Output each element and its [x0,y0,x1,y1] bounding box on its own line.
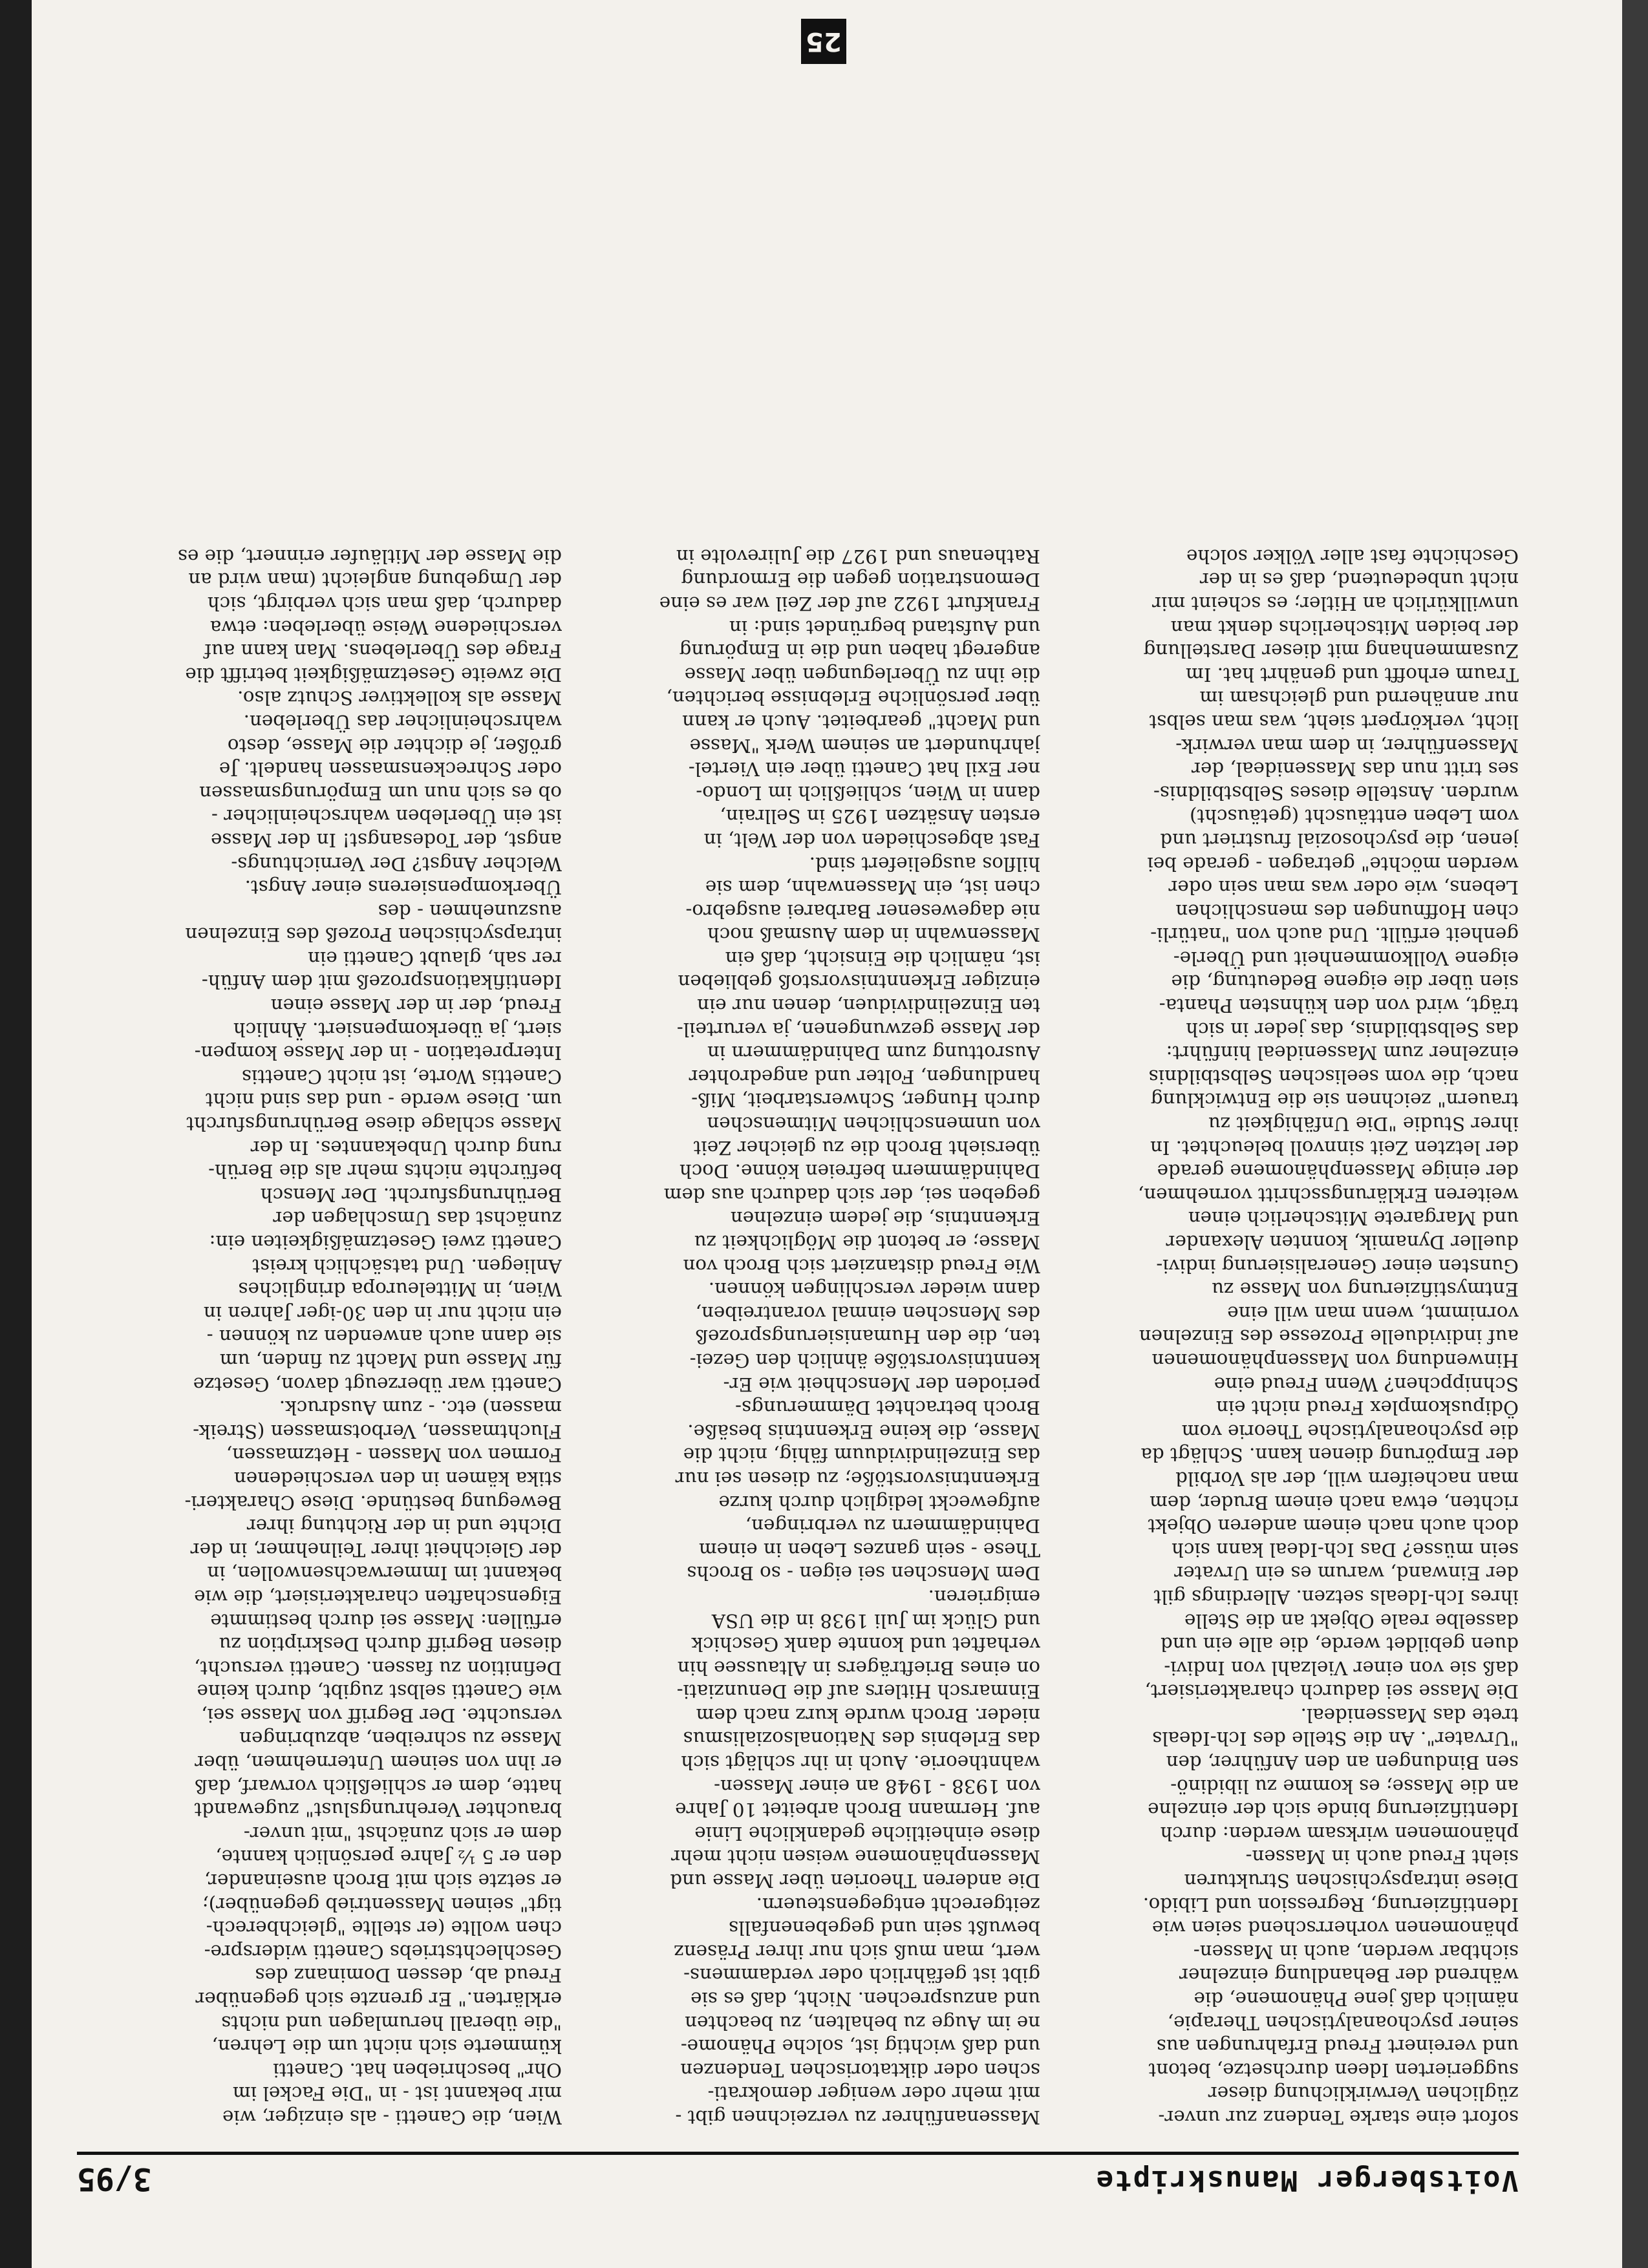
text-line: über persönliche Erlebnisse berichten, [666,687,1040,710]
text-line: diesen Begriff durch Deskription zu [219,1633,562,1656]
text-line: ihres Ich-Ideals setzen. Allerdings gilt [1153,1585,1519,1608]
text-line: unwillkürlich an Hitler; es scheint mir [1152,593,1519,615]
text-line: Massenwahn in dem Ausmaß noch [707,924,1040,946]
text-line: massen) etc. - zum Ausdruck. [279,1397,562,1419]
text-line: jahrhundert an seinem Werk "Masse [689,734,1040,757]
text-line: Identifizierung, Regression und Libido. [1142,1893,1519,1916]
text-line: sein müsse? Das Ich-Ideal kann sich [1172,1538,1519,1561]
text-line: Massenanführer zu verzeichnen gibt - [675,2106,1040,2128]
text-line: übersieht Broch die zu gleicher Zeit [693,1136,1040,1159]
text-line: Formen von Massen - Hetzmassen, [226,1444,562,1467]
text-line: Identifikationsprozeß mit dem Anfüh- [201,971,562,993]
text-line: Geschlechtstriebs Canetti widerspre- [204,1940,562,1963]
text-column-2 [594,93,1040,2129]
text-line: nicht unbedeutend, daß es in der [1199,569,1519,591]
text-line: Ausrottung zum Dahindämmern in [707,1042,1040,1065]
text-line: perioden der Menschheit wie Er- [723,1373,1040,1395]
text-line: emigrieren. [928,1585,1040,1608]
text-line: mir bekannt ist - in "Die Fackel im [233,2083,562,2105]
text-line: befürchte nichts mehr als die Berüh- [208,1160,562,1183]
text-line: Massenführer, in dem man verwirk- [1175,734,1519,757]
text-line: Fast abgeschieden von der Welt, in [703,829,1040,851]
text-line: Hinwendung von Massenphänomenen [1151,1350,1519,1372]
text-line: erklärten." Er grenzte sich gegenüber [195,1988,562,2011]
text-line: Masse zu schreiben, abzubringen [239,1728,562,1750]
text-line: phänomenen vorherrschend seien wie [1151,1917,1519,1940]
text-line: Wien, in Mitteleuropa dringliches [238,1278,562,1301]
text-line: Erkenntnis, die jedem einzelnen [730,1207,1040,1230]
text-line: und vereinert Freud Erfahrungen aus [1156,2035,1519,2058]
text-line: das Erlebnis des Nationalsozialismus [683,1728,1040,1750]
text-line: von 1938 - 1948 an einer Massen- [714,1775,1040,1797]
text-line: während der Behandlung einzelner [1179,1964,1519,1987]
text-line: ne im Auge zu behalten, zu beachten [685,2011,1040,2034]
text-line: sichtbar werden, auch in Massen- [1193,1940,1519,1963]
text-line: den er 5 ½ Jahre persönlich kannte, [215,1846,562,1869]
text-line: schen oder diktatorischen Tendenzen [680,2059,1040,2081]
text-line: Lebens, wie oder was man sein oder [1168,876,1519,899]
text-line: Geschichte fast aller Völker solche [1186,545,1519,567]
text-line: Masse; er betont die Möglichkeit zu [694,1231,1040,1254]
text-line: er ihn von seinem Unternehmen, über [195,1752,562,1774]
text-line: verhaftet und konnte dank Geschick [691,1633,1040,1656]
text-line: Demonstration gegen die Ermordung [681,569,1040,591]
text-line: rer sah, glaubt Canetti ein [308,947,562,970]
text-line: an die Masse; es komme zu libidinö- [1170,1775,1519,1797]
text-line: Dahindämmern zu verbringen, [745,1515,1040,1538]
text-line: auf. Hermann Broch arbeitet 10 Jahre [675,1799,1040,1821]
text-line: der Masse gezwungenen, ja verurteil- [676,1018,1040,1041]
text-line: trägt, wird von den kühnsten Phanta- [1159,995,1519,1017]
binding-spine [1622,0,1648,2268]
text-line: nieder. Broch wurde kurz nach dem [696,1704,1040,1726]
text-line: phänomenen wirksam werden: durch [1160,1822,1519,1845]
text-line: ob es sich nun um Empörungsmassen [199,781,562,804]
text-line: dasselbe reale Objekt an die Stelle [1184,1609,1519,1632]
text-line: Canetti zwei Gesetzmäßigkeiten ein: [209,1231,562,1254]
text-line: chen Hoffnungen des menschlichen [1175,900,1519,922]
text-line: nur annähernd und gleichsam im [1199,687,1519,710]
text-line: ten, die den Humanisierungsprozeß [695,1326,1040,1348]
text-line: Canettis Worte, ist nicht Canettis [242,1065,562,1088]
text-line: Erkenntnisvorstöße; zu diesen sei nur [675,1467,1040,1490]
text-line: nach, die vom seelischen Selbstbildnis [1148,1065,1519,1088]
text-line: dueller Dynamik, konnten Alexander [1166,1231,1519,1254]
text-line: tigt" seinen Massentrieb gegenüber); [202,1893,562,1916]
text-line: er setzte sich mit Broch auseinander, [204,1870,562,1892]
text-line: seiner psychoanalytischen Therapie, [1167,2011,1519,2034]
text-line: der Einwand, warum es ein Urvater [1174,1562,1519,1585]
text-line: sofort eine starke Tendenz zur unver- [1158,2106,1519,2128]
text-column-3 [116,93,562,2129]
page-number: 25 [801,19,846,64]
text-line: mit mehr oder weniger demokrati- [707,2083,1040,2105]
text-line: These - sein ganzes Leben in einem [698,1538,1040,1561]
text-line: ist ein Überleben wahrscheinlicher - [211,805,562,828]
text-line: diese einheitliche gedankliche Linie [694,1822,1040,1845]
text-line: kenntnisvorstöße ähnlich den Gezei- [689,1350,1040,1372]
text-line: weiteren Erklärungsschritt vornehmen, [1137,1183,1519,1206]
text-line: wahntheorie. Auch in ihr schlägt sich [681,1752,1040,1774]
text-line: und Macht" gearbeitet. Auch er kann [682,710,1040,733]
text-line: "die überall herumlagen und nichts [221,2011,562,2034]
text-line: Identifizierung binde sich der einzelne [1148,1799,1519,1821]
text-line: chen ist, ein Massenwahn, dem sie [705,876,1040,899]
text-line: der beiden Mitscherlichs denkt man [1170,616,1519,639]
text-column-1 [1073,93,1519,2129]
text-line: und Margarete Mitscherlich einen [1188,1207,1519,1230]
paper-sheet [32,0,1622,2268]
text-line: doch auch nach einem anderen Objekt [1148,1515,1519,1538]
text-line: von unmenschlichen Mitmenschen [707,1113,1040,1136]
text-line: Freud ab, dessen Dominanz des [255,1964,562,1987]
text-line: Dahindämmern befreien könne. Doch [679,1160,1040,1183]
text-line: eigene Vollkommenheit und Überle- [1173,947,1519,970]
text-line: vom Leben enttäuscht (getäuscht) [1190,805,1519,828]
text-line: ten Einzelindividuen, denen nur ein [697,995,1040,1017]
magazine-title: Voitsberger Manuskripte [1095,2164,1519,2197]
text-line: Rathenaus und 1927 die Julirevolte in [676,545,1040,567]
text-line: Broch betrachtet Dämmerungs- [735,1397,1040,1419]
text-line: Berührungsfurcht. Der Mensch [260,1183,562,1206]
text-line: kümmerte sich nicht um die Lehren, [211,2035,562,2058]
text-line: handlungen, Folter und angedrohter [689,1065,1040,1088]
text-line: einziger Erkenntnisvorstoß geblieben [678,971,1040,993]
text-line: wie Canetti selbst zugibt, durch keine [197,1680,562,1703]
text-line: chen wollte (er stellte "gleichberech- [206,1917,562,1940]
text-line: dann in Wien, schließlich im Londo- [696,781,1040,804]
text-line: die Masse der Mitläufer erinnert, die es [177,545,562,567]
text-line: der Empörung dienen kann. Schlägt da [1140,1444,1519,1467]
text-line: Frage des Überlebens. Man kann auf [204,640,562,662]
text-line: Ohr" beschrieben hat. Canetti [273,2059,562,2081]
text-line: brauchter Verehrungslust" zugewandt [194,1799,562,1821]
text-line: hatte, dem er schließlich vorwarf, daß [195,1775,562,1797]
text-line: sen Bindungen an den Anführer, den [1166,1752,1519,1774]
page-edge-shadow [0,0,32,2268]
text-line: für Masse und Macht zu finden, um [219,1350,562,1372]
text-line: ist, nämlich die Einsicht, daß ein [725,947,1040,970]
text-line: um. Diese werde - und das sind nicht [205,1089,562,1112]
text-line: man nacheifern will, der als Vorbild [1175,1467,1519,1490]
text-line: Einmarsch Hitlers auf die Denunziati- [676,1680,1040,1703]
text-line: Schnippchen? Wenn Freud eine [1214,1373,1519,1395]
text-line: Traum erhofft und genährt hat. Im [1186,663,1519,686]
text-line: sie dann auch anwenden zu können - [206,1326,562,1348]
text-line: der Umgebung angleicht (man wird an [188,569,562,591]
text-line: suggerierten Ideen durchsetze, betont [1148,2059,1519,2081]
text-line: auszunehmen - des [378,900,562,922]
text-line: Die anderen Theorien über Masse und [670,1870,1040,1892]
text-line: das Einzelindividuum fähig, nicht die [683,1444,1040,1467]
text-line: Bewegung bestünde. Diese Charakteri- [184,1491,562,1514]
text-line: angeregt haben und die in Empörung [679,640,1040,662]
text-line: der einige Massenphänomene gerade [1157,1160,1519,1183]
text-line: hilflos ausgeliefert sind. [809,853,1040,875]
text-line: Welcher Angst? Der Vernichtungs- [231,853,562,875]
text-line: zeitgerecht entgegensteuern. [756,1893,1040,1916]
text-line: bekannt im Immerwachsenwollen, in [207,1562,562,1585]
text-line: vornimmt, wenn man will eine [1227,1302,1519,1324]
text-line: auf individuelle Prozesse des Einzelnen [1139,1326,1519,1348]
text-line: der Gleichheit ihrer Teilnehmer, in der [190,1538,562,1561]
text-line: siert, ja überkompensiert. Ähnlich [233,1018,562,1041]
text-line: dem er sich zunächst "mit unver- [243,1822,562,1845]
text-line: ihrer Studie "Die Unfähigkeit zu [1208,1113,1519,1136]
text-line: jenen, die psychosozial frustriert und [1160,829,1519,851]
text-line: Dem Menschen sei eigen - so Brochs [687,1562,1040,1585]
text-line: Frankfurt 1922 auf der Zeil war es eine [659,593,1040,615]
text-line: Eigenschaften charakterisiert, die wie [194,1585,562,1608]
text-line: größer, je dichter die Masse, desto [227,734,562,757]
text-line: wahrscheinlicher das Überleben. [243,710,562,733]
text-line: stika kämen in den verschiedenen [233,1467,562,1490]
text-line: dann wieder verschlingen können. [708,1278,1040,1301]
text-line: Definition zu fassen. Canetti versucht, [194,1657,562,1679]
text-line: Interpretation - in der Masse kompen- [194,1042,562,1065]
text-line: trauern" zeichnen sie die Entwicklung [1150,1089,1519,1112]
text-line: Zusammenhang mit dieser Darstellung [1143,640,1519,662]
text-line: züglichen Verwirklichung dieser [1208,2083,1519,2105]
text-line: erfüllen: Masse sei durch bestimmte [210,1609,562,1632]
text-line: oder Schreckensmassen handelt. Je [219,758,562,781]
text-line: on eines Briefträgers in Altaussee hin [677,1657,1040,1679]
text-line: zunächst das Umschlagen der [273,1207,562,1230]
text-line: Diese intrapsychischen Strukturen [1184,1870,1519,1892]
text-line: ersten Ansätzen 1925 in Sellrain, [720,805,1040,828]
text-line: Gunsten einer Generalisierung indivi- [1156,1255,1519,1277]
text-line: Die Masse sei dadurch charakterisiert, [1144,1680,1519,1703]
text-line: licht, verkörpert sieht, was man selbst [1149,710,1519,733]
text-line: Dichte und in der Richtung ihrer [246,1515,562,1538]
text-line: rung durch Unbekanntes. In der [250,1136,562,1159]
text-line: wurden. Anstelle dieses Selbstbildnis- [1153,781,1519,804]
text-line: ner Exil hat Canetti über ein Viertel- [688,758,1040,781]
text-line: das Selbstbildnis, das jeder in sich [1186,1018,1519,1041]
text-line: die ihn zu Überlegungen über Masse [684,663,1040,686]
text-line: Masse, die keine Erkenntnis besäße. [687,1420,1040,1443]
text-line: richten, etwa nach einem Bruder, dem [1150,1491,1519,1514]
text-line: Massenphänomene weisen nicht mehr [671,1846,1040,1869]
text-line: bewußt sein und gegebenenfalls [729,1917,1040,1940]
text-line: und Glück im Juli 1938 in die USA [711,1609,1040,1632]
text-line: Anliegen. Und tatsächlich kreist [252,1255,562,1277]
text-line: und anzusprechen. Nicht, daß es sie [690,1988,1040,2011]
text-line: sieht Freud auch in Massen- [1245,1846,1519,1869]
text-line: daß sie von einer Vielzahl von Indivi- [1164,1657,1519,1679]
text-line: ses tritt nun das Massenideal, der [1192,758,1519,781]
text-line: Freud, der in der Masse einen [270,995,562,1017]
text-line: werden möchte" getragen - gerade bei [1147,853,1519,875]
text-line: Masse als kollektiver Schutz also. [237,687,562,710]
text-line: genheit erfüllt. Und auch von "natürli- [1150,924,1519,946]
text-line: durch Hunger, Schwerstarbeit, Miß- [691,1089,1040,1112]
text-line: gibt ist gefährlich oder verdammens- [683,1964,1040,1987]
text-line: gegeben sei, der sich dadurch aus dem [663,1183,1040,1206]
header-rule [77,2152,1519,2155]
text-line: die psychoanalytische Theorie vom [1181,1420,1519,1443]
text-line: Wien, die Canetti - als einziger, wie [222,2106,562,2128]
text-line: "Urvater". An die Stelle des Ich-Ideals [1152,1728,1519,1750]
text-line: intrapsychischen Prozeß des Einzelnen [185,924,562,946]
issue-number: 3/95 [77,2161,152,2197]
text-line: Masse schlage diese Berührungsfurcht [186,1113,562,1136]
text-line: und daß wichtig ist, solche Phänome- [680,2035,1040,2058]
text-line: sien über die eigene Bedeutung, die [1171,971,1519,993]
text-line: duen gebildet werde, die alle ein und [1160,1633,1519,1656]
text-line: Entmystifizierung von Masse zu [1212,1278,1519,1301]
text-line: Überkompensierens einer Angst. [244,876,562,899]
text-line: ein nicht nur in den 30-iger Jahren in [203,1302,562,1324]
text-line: Fluchtmassen, Verbotsmassen (Streik- [193,1420,562,1443]
text-line: aufgeweckt lediglich durch kurze [718,1491,1040,1514]
text-line: verschiedene Weise überleben: etwa [209,616,562,639]
text-line: Ödipuskomplex Freud nicht ein [1215,1397,1519,1419]
text-line: und Aufstand begründet sind: in [729,616,1040,639]
text-line: dadurch, daß man sich verbirgt, sich [207,593,562,615]
text-line: wert, man muß sich nur ihrer Präsenz [674,1940,1040,1963]
text-line: Canetti war überzeugt davon, Gesetze [193,1373,562,1395]
text-line: versuchte. Der Begriff von Masse sei, [201,1704,562,1726]
text-line: der letzten Zeit sinnvoll beleuchtet. In [1150,1136,1519,1159]
text-line: Wie Freud distanziert sich Broch von [683,1255,1040,1277]
text-line: des Menschen einmal vorantreiben, [695,1302,1040,1324]
text-line: nämlich daß jene Phänomene, die [1193,1988,1519,2011]
text-line: Die zweite Gesetzmäßigkeit betrifft die [185,663,562,686]
text-line: einzelner zum Massenideal hinführt: [1166,1042,1519,1065]
text-line: trete das Massenideal. [1300,1704,1519,1726]
text-line: angst, der Todesangst! In der Masse [211,829,562,851]
text-line: nie dagewesener Barbarei ausgebro- [685,900,1040,922]
